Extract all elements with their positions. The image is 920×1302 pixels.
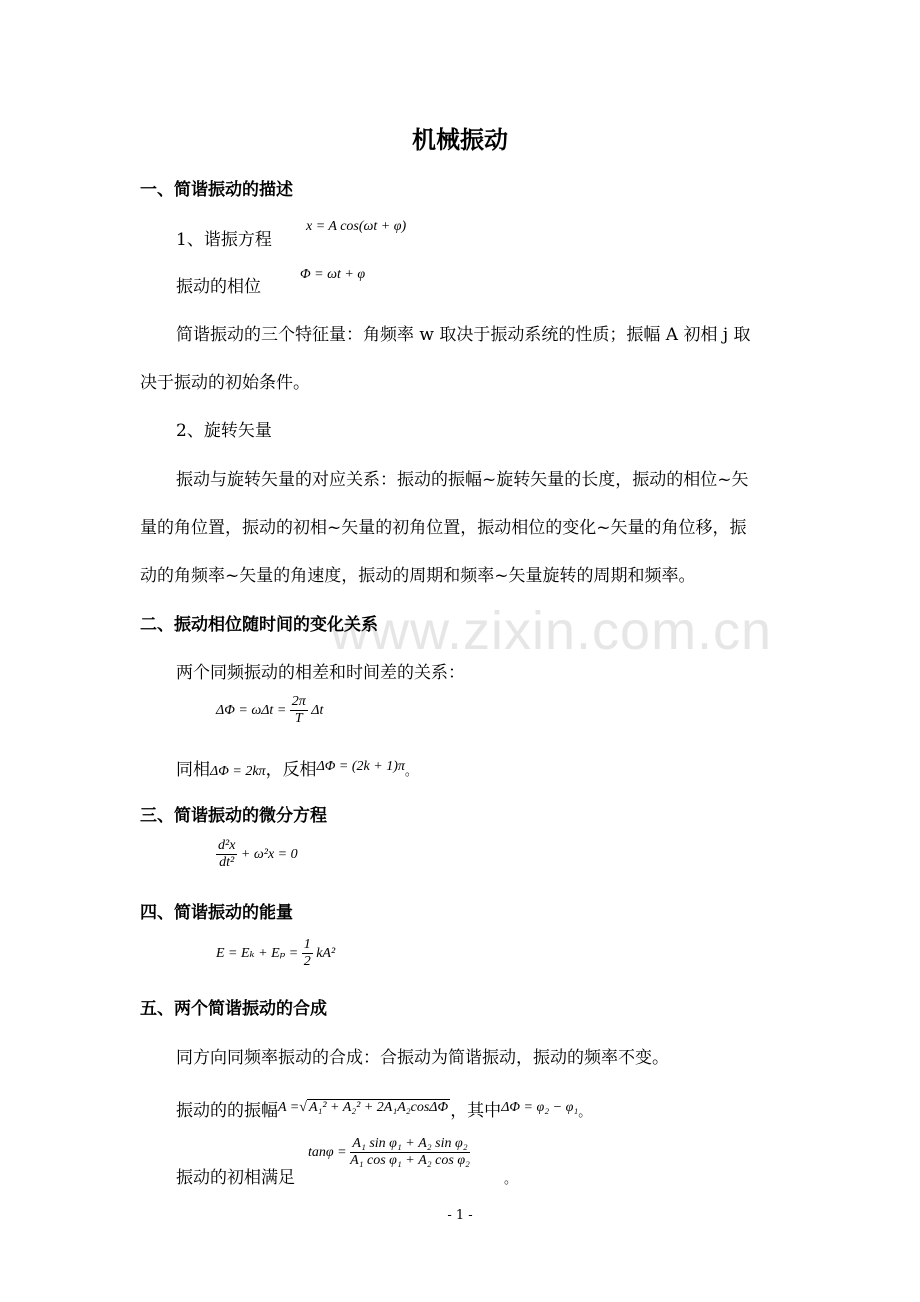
phase-difference-equation: ΔΦ = φ₂ − φ₁ bbox=[501, 1100, 579, 1115]
amplitude-equation: A =√ A₁² + A₂² + 2A₁A₂cosΔΦ bbox=[278, 1100, 449, 1115]
fraction-numerator: 2π bbox=[290, 694, 308, 711]
eq-rhs: Δt bbox=[311, 702, 324, 718]
section-2-heading: 二、振动相位随时间的变化关系 bbox=[140, 615, 378, 635]
tan-lhs: tanφ = bbox=[308, 1144, 347, 1160]
rotation-line-3: 动的角频率~矢量的角速度，振动的周期和频率~矢量旋转的周期和频率。 bbox=[140, 566, 696, 586]
fraction-denominator: T bbox=[294, 711, 303, 727]
page-title: 机械振动 bbox=[412, 126, 508, 154]
watermark: www.zixin.com.cn bbox=[330, 601, 773, 661]
period: 。 bbox=[504, 1172, 518, 1187]
anti-phase-label: 反相 bbox=[282, 760, 317, 780]
equation-initial-phase bbox=[308, 1136, 470, 1169]
item-2-label: 2、旋转矢量 bbox=[176, 421, 272, 441]
in-phase-equation: ΔΦ = 2kπ bbox=[210, 764, 266, 779]
amplitude-line bbox=[176, 1096, 591, 1121]
fraction-denominator: 2 bbox=[303, 954, 311, 970]
section-3-heading: 三、简谐振动的微分方程 bbox=[140, 806, 327, 826]
synthesis-text: 同方向同频率振动的合成：合振动为简谐振动，振动的频率不变。 bbox=[176, 1048, 669, 1068]
fraction-numerator: A₁ sin φ₁ + A₂ sin φ₂ bbox=[350, 1136, 470, 1153]
period: 。 bbox=[404, 764, 418, 779]
equation-phase-difference bbox=[216, 694, 323, 727]
phase-difference-text: 两个同频振动的相差和时间差的关系： bbox=[176, 663, 465, 683]
amplitude-radicand: A₁² + A₂² + 2A₁A₂cosΔΦ bbox=[308, 1100, 449, 1115]
eq-lhs: ΔΦ = ωΔt = bbox=[216, 702, 287, 718]
initial-phase-label: 振动的初相满足 bbox=[176, 1168, 295, 1188]
section-5-heading: 五、两个简谐振动的合成 bbox=[140, 999, 327, 1019]
features-line-1: 简谐振动的三个特征量：角频率 w 取决于振动系统的性质；振幅 A 初相 j 取 bbox=[176, 325, 751, 345]
phase-label: 振动的相位 bbox=[176, 277, 261, 297]
separator: ， bbox=[265, 760, 283, 780]
features-line-2: 决于振动的初始条件。 bbox=[140, 373, 310, 393]
phase-relations-line bbox=[176, 755, 418, 780]
amplitude-where: ，其中 bbox=[450, 1101, 502, 1121]
anti-phase-equation: ΔΦ = (2k + 1)π bbox=[316, 759, 405, 774]
equation-motion: x = A cos(ωt + φ) bbox=[306, 219, 407, 234]
amplitude-lhs: A = bbox=[278, 1100, 300, 1115]
section-4-heading: 四、简谐振动的能量 bbox=[140, 903, 293, 923]
in-phase-label: 同相 bbox=[176, 760, 210, 780]
fraction bbox=[290, 694, 308, 727]
equation-differential bbox=[216, 838, 298, 871]
fraction-denominator: dt² bbox=[219, 855, 235, 871]
rotation-line-2: 量的角位置，振动的初相~矢量的初角位置，振动相位的变化~矢量的角位移，振 bbox=[140, 518, 747, 538]
page-number: - 1 - bbox=[447, 1208, 473, 1223]
eq-rhs: + ω²x = 0 bbox=[240, 846, 298, 862]
period: 。 bbox=[578, 1105, 592, 1120]
amplitude-label: 振动的的振幅 bbox=[176, 1101, 278, 1121]
section-1-heading: 一、简谐振动的描述 bbox=[140, 180, 293, 200]
item-1-label: 1、谐振方程 bbox=[176, 230, 272, 250]
fraction-numerator: d²x bbox=[216, 838, 237, 855]
equation-energy bbox=[216, 937, 335, 970]
fraction-denominator: A₁ cos φ₁ + A₂ cos φ₂ bbox=[350, 1153, 470, 1169]
equation-phase: Φ = ωt + φ bbox=[300, 267, 366, 282]
fraction bbox=[350, 1136, 470, 1169]
fraction bbox=[216, 838, 237, 871]
eq-rhs: kA² bbox=[316, 945, 336, 961]
eq-lhs: E = Eₖ + Eₚ = bbox=[216, 945, 299, 961]
rotation-line-1: 振动与旋转矢量的对应关系：振动的振幅~旋转矢量的长度，振动的相位~矢 bbox=[176, 470, 749, 490]
fraction-numerator: 1 bbox=[302, 937, 313, 954]
fraction bbox=[302, 937, 313, 970]
